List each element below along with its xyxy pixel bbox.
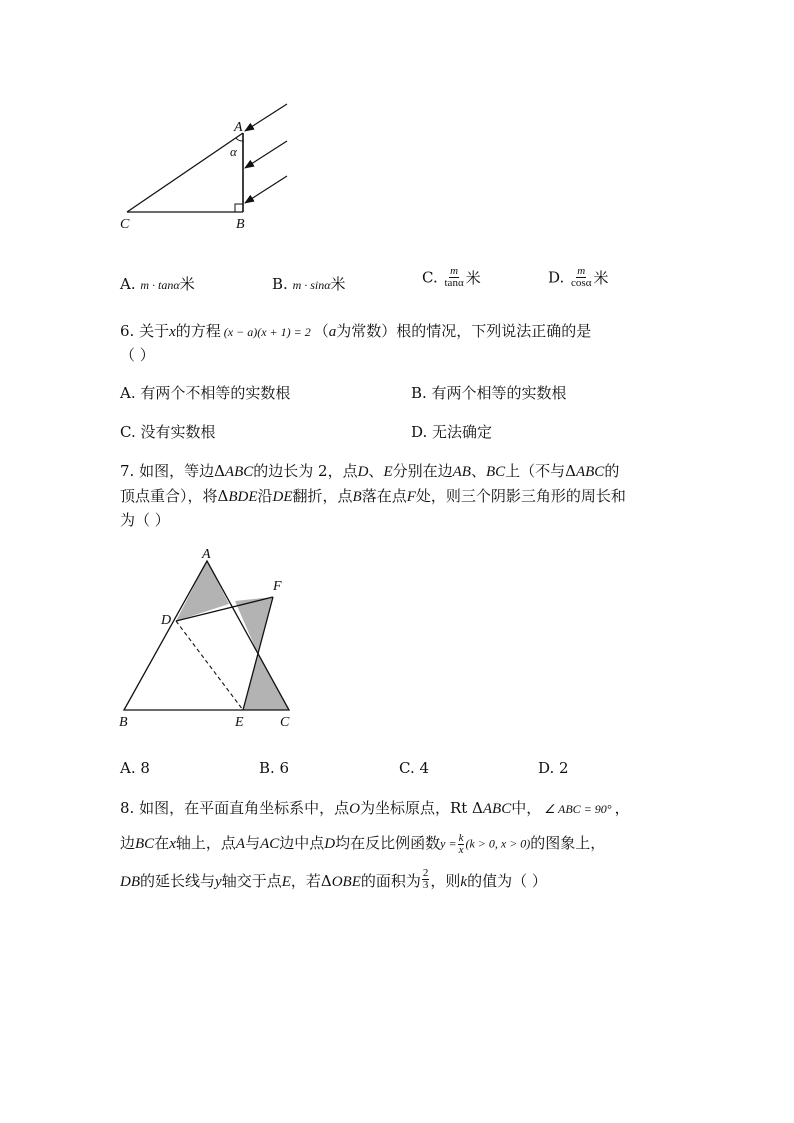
sun-ray-3 [245,176,287,203]
q8-stem-line1: 8. 如图，在平面直角坐标系中，点O为坐标原点，Rt ΔABC中， ∠ ABC = 90° ， [120,799,630,817]
side-ca [127,133,243,212]
q8-stem-line3: DB的延长线与y轴交于点E，若ΔOBE的面积为 $\frac{2}{3}$ ，则k的值为（ ） [120,867,547,891]
q5-option-d: D. $\frac{m}{\cos\alpha}$ 米 [548,265,609,289]
label-D: D [161,613,172,628]
q6-stem: 6. 关于x的方程 (x − a)(x + 1) = 2 （a为常数）根的情况，下列说法正确的是 [120,322,592,340]
q7-stem-line2: 顶点重合），将ΔBDE沿DE翻折，点B落在点F处，则三个阴影三角形的周长和 [120,487,626,505]
q7-option-d: D. 2 [538,759,569,777]
label-B: B [119,715,128,730]
figure-folded-triangle [0,540,794,740]
figure-shadow-triangle [0,0,794,300]
label-alpha: α [230,144,237,159]
label-A: A [202,547,211,562]
q8-stem-line2: 边BC在x轴上，点A与AC边中点D均在反比例函数y = $\frac{k}{x}$ (k > 0, x > 0)的图象上， [120,831,606,856]
q5-option-b: B. m · sinα米 [272,275,346,293]
q5-option-c: C. $\frac{m}{\tan\alpha}$ 米 [422,265,481,289]
sun-ray-1 [245,104,287,131]
q7-stem-line3: 为（ ） [120,511,170,529]
label-A: A [234,120,243,135]
label-F: F [273,579,282,594]
label-B: B [236,217,245,232]
q6-option-c: C. 没有实数根 [120,423,216,441]
right-angle-mark [235,204,243,212]
q7-stem-line1: 7. 如图，等边ΔABC的边长为 2，点D、E分别在边AB、BC上（不与ΔABC的 [120,462,620,480]
label-C: C [120,217,130,232]
q6-option-b: B. 有两个相等的实数根 [411,384,567,402]
q5-option-a: A. m · tanα米 [120,275,195,293]
sun-ray-2 [245,141,287,168]
q6-answer-paren: （ ） [120,346,155,364]
q6-option-a: A. 有两个不相等的实数根 [120,384,291,402]
label-C: C [280,715,290,730]
label-E: E [235,715,244,730]
q7-option-a: A. 8 [120,759,150,777]
q6-option-d: D. 无法确定 [411,423,493,441]
angle-alpha-arc [236,138,243,141]
q7-option-b: B. 6 [259,759,290,777]
fold-line-de [176,621,243,710]
q7-option-c: C. 4 [399,759,430,777]
